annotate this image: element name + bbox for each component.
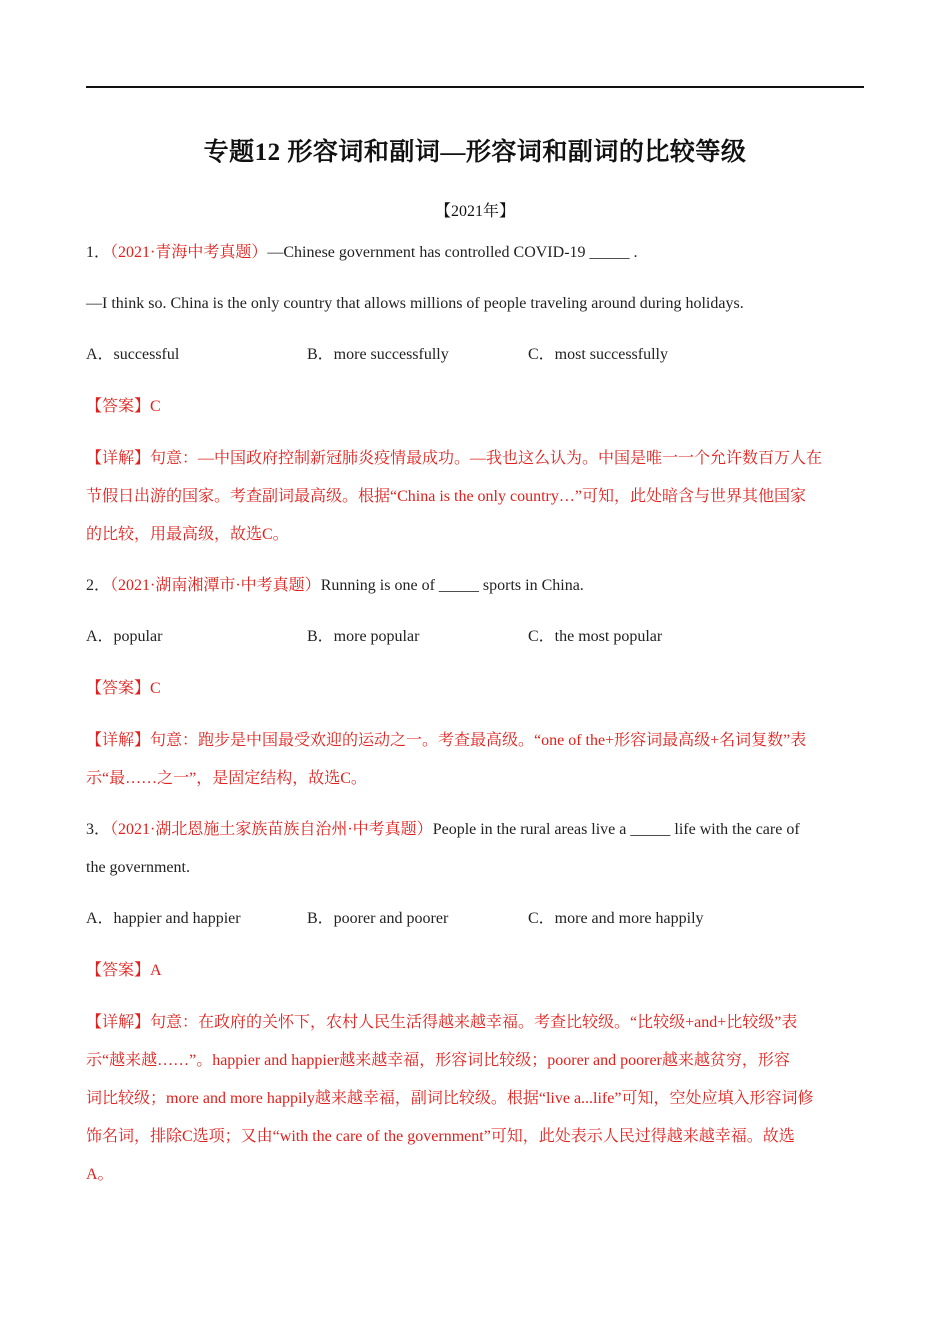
detail-line: 词比较级；more and more happily越来越幸福，副词比较级。根据“live a...life”可知，空处应填入形容词修 [86, 1090, 814, 1107]
question-2-option-c: C．the most popular [528, 628, 663, 645]
question-text: People in the rural areas live a _____ life with the care of [432, 821, 800, 838]
question-2-stem [86, 567, 864, 605]
detail-line: 【详解】句意：在政府的关怀下，农村人民生活得越来越幸福。考查比较级。“比较级+and+比较级”表 [86, 1014, 798, 1031]
question-1-answer: 【答案】C [86, 398, 161, 415]
question-source: （2021·湖南湘潭市·中考真题） [110, 577, 321, 594]
question-number: 1． [86, 244, 111, 261]
question-1-detail [86, 440, 864, 554]
question-2-answer: 【答案】C [86, 680, 161, 697]
year-heading: 【2021年】 [434, 203, 515, 220]
question-2-option-b: B．more popular [307, 628, 420, 645]
detail-line: 节假日出游的国家。考查副词最高级。根据“China is the only country…”可知，此处暗含与世界其他国家 [86, 488, 806, 505]
question-source: （2021·湖北恩施土家族苗族自治州·中考真题） [110, 821, 433, 838]
detail-line: 【详解】句意：跑步是中国最受欢迎的运动之一。考查最高级。“one of the+形容词最高级+名词复数”表 [86, 732, 807, 749]
detail-line: 示“越来越……”。happier and happier越来越幸福，形容词比较级；poorer and poorer越来越贫穷，形容 [86, 1052, 790, 1069]
question-3-stem-line2: the government. [86, 859, 190, 876]
detail-line: 【详解】句意：—中国政府控制新冠肺炎疫情最成功。—我也这么认为。中国是唯一一个允许数百万人在 [86, 450, 823, 467]
question-3-option-a: A．happier and happier [86, 910, 241, 927]
question-source: （2021·青海中考真题） [110, 244, 268, 261]
question-1-option-c: C．most successfully [528, 346, 668, 363]
question-text: Running is one of _____ sports in China. [320, 577, 584, 594]
detail-line: A。 [86, 1166, 114, 1183]
detail-line: 示“最……之一”，是固定结构，故选C。 [86, 770, 367, 787]
question-1-stem [86, 234, 864, 272]
question-1-stem-line2: —I think so. China is the only country that allows millions of people traveling around during holidays. [86, 295, 744, 312]
question-3-detail [86, 1004, 864, 1194]
question-2-detail [86, 722, 864, 798]
question-3-answer: 【答案】A [86, 962, 162, 979]
question-3-option-b: B．poorer and poorer [307, 910, 449, 927]
detail-line: 饰名词，排除C选项；又由“with the care of the government”可知，此处表示人民过得越来越幸福。故选 [86, 1128, 795, 1145]
page-title: 专题12 形容词和副词—形容词和副词的比较等级 [203, 139, 747, 166]
top-rule [86, 86, 864, 88]
question-number: 3． [86, 821, 111, 838]
question-3-stem [86, 811, 864, 849]
question-2-option-a: A．popular [86, 628, 163, 645]
question-1-option-a: A．successful [86, 346, 180, 363]
detail-line: 的比较，用最高级，故选C。 [86, 526, 289, 543]
question-3-option-c: C．more and more happily [528, 910, 704, 927]
question-text: —Chinese government has controlled COVID-19 _____ . [267, 244, 638, 261]
question-number: 2． [86, 577, 111, 594]
question-1-option-b: B．more successfully [307, 346, 449, 363]
